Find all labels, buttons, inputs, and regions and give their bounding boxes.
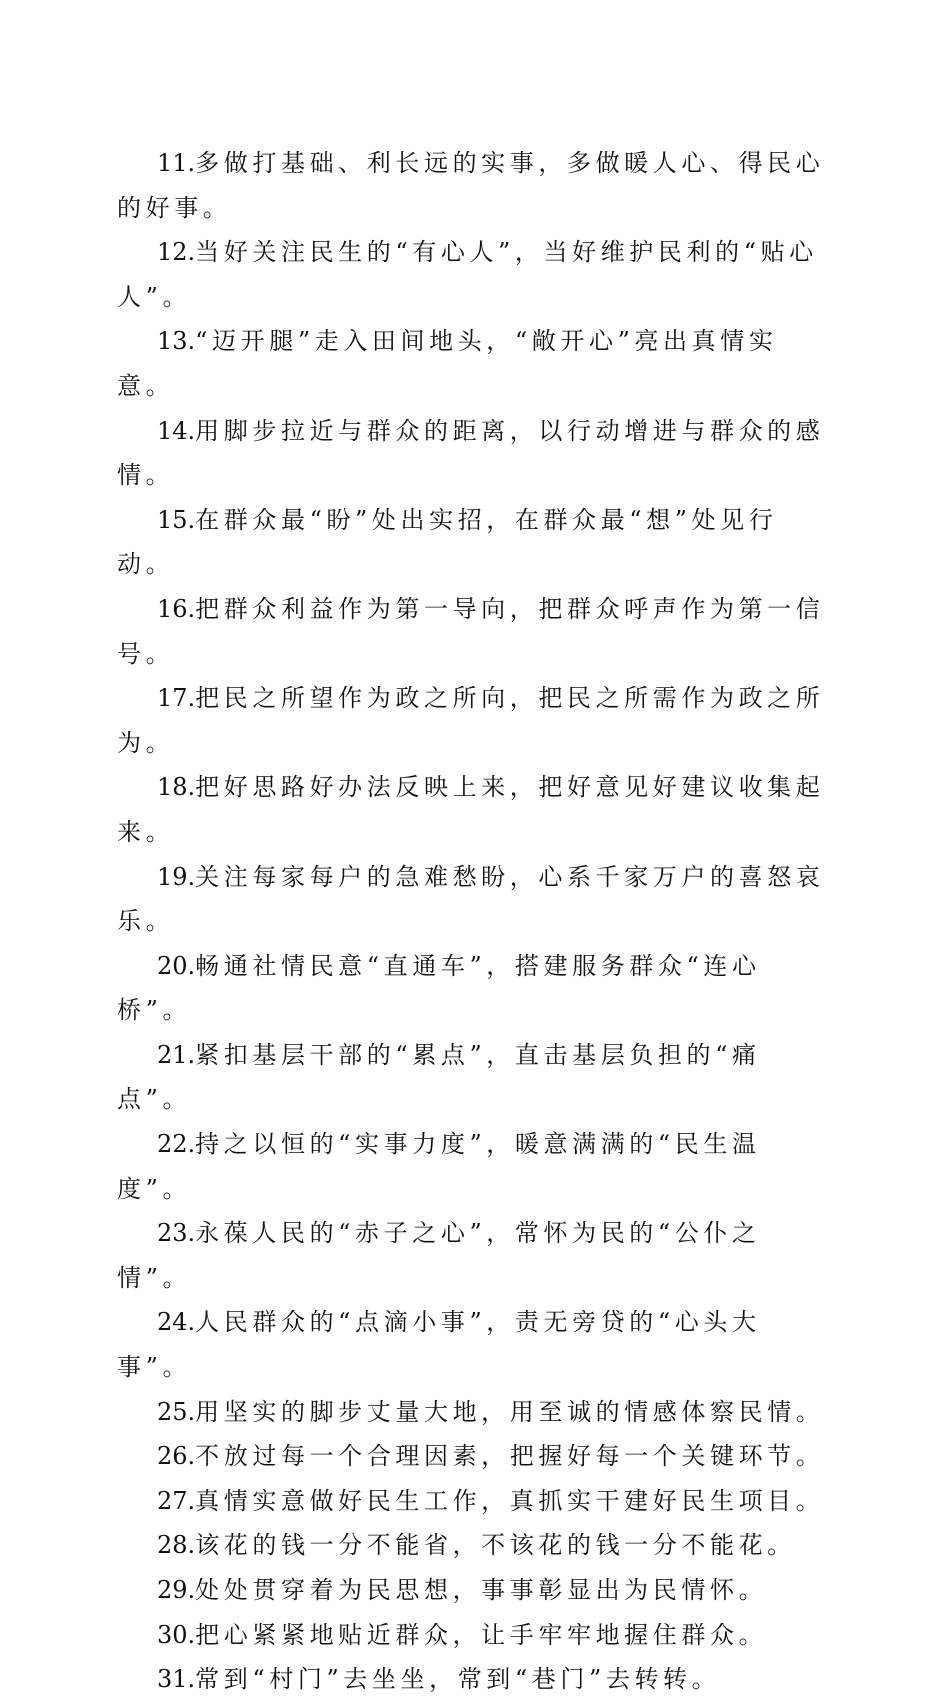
list-item bbox=[117, 498, 829, 587]
item-number: 19. bbox=[157, 862, 196, 891]
item-number: 13. bbox=[157, 327, 196, 356]
item-text: 把民之所望作为政之所向，把民之所需作为政之所为。 bbox=[117, 684, 825, 757]
item-number: 14. bbox=[157, 416, 196, 445]
item-text: 关注每家每户的急难愁盼，心系千家万户的喜怒哀乐。 bbox=[117, 862, 825, 936]
list-item bbox=[117, 1211, 829, 1300]
item-text: “迈开腿”走入田间地头，“敞开心”亮出真情实意。 bbox=[117, 327, 778, 400]
item-number: 15. bbox=[157, 505, 196, 534]
item-number: 22. bbox=[157, 1130, 196, 1159]
list-item bbox=[117, 1479, 829, 1524]
list-item bbox=[117, 1613, 829, 1658]
item-number: 21. bbox=[157, 1040, 196, 1069]
item-text: 不放过每一个合理因素，把握好每一个关键环节。 bbox=[195, 1442, 825, 1471]
item-text: 该花的钱一分不能省，不该花的钱一分不能花。 bbox=[195, 1531, 796, 1560]
list-item bbox=[117, 676, 829, 765]
item-text: 处处贯穿着为民思想，事事彰显出为民情怀。 bbox=[195, 1576, 768, 1604]
list-item bbox=[117, 319, 829, 408]
list-item bbox=[117, 1390, 829, 1435]
item-number: 27. bbox=[157, 1486, 196, 1515]
list-item bbox=[117, 1523, 829, 1568]
item-text: 把心紧紧地贴近群众，让手牢牢地握住群众。 bbox=[195, 1620, 768, 1649]
item-number: 24. bbox=[157, 1308, 196, 1337]
item-number: 18. bbox=[157, 773, 196, 802]
list-item bbox=[117, 944, 829, 1033]
item-text: 当好关注民生的“有心人”，当好维护民利的“贴心人”。 bbox=[117, 238, 818, 311]
item-text: 用脚步拉近与群众的距离，以行动增进与群众的感情。 bbox=[117, 416, 825, 490]
item-text: 把群众利益作为第一导向，把群众呼声作为第一信号。 bbox=[117, 594, 825, 668]
item-number: 12. bbox=[157, 238, 196, 267]
item-number: 20. bbox=[157, 951, 196, 980]
item-number: 23. bbox=[157, 1219, 196, 1248]
item-number: 17. bbox=[157, 684, 196, 713]
item-text: 在群众最“盼”处出实招，在群众最“想”处见行动。 bbox=[117, 505, 778, 579]
item-text: 人民群众的“点滴小事”，责无旁贷的“心头大事”。 bbox=[117, 1308, 761, 1382]
list-item bbox=[117, 1300, 829, 1389]
item-number: 11. bbox=[157, 149, 196, 177]
list-item bbox=[117, 1568, 829, 1613]
item-number: 26. bbox=[157, 1442, 196, 1471]
item-text: 常到“村门”去坐坐，常到“巷门”去转转。 bbox=[195, 1665, 721, 1694]
document-body bbox=[117, 141, 829, 1702]
list-item bbox=[117, 141, 829, 230]
item-number: 31. bbox=[157, 1665, 196, 1694]
list-item bbox=[117, 1033, 829, 1122]
list-item bbox=[117, 765, 829, 854]
item-number: 30. bbox=[157, 1620, 196, 1649]
item-text: 紧扣基层干部的“累点”，直击基层负担的“痛点”。 bbox=[117, 1040, 761, 1114]
item-text: 真情实意做好民生工作，真抓实干建好民生项目。 bbox=[195, 1486, 825, 1515]
item-number: 29. bbox=[157, 1576, 196, 1604]
item-number: 25. bbox=[157, 1397, 196, 1426]
item-text: 永葆人民的“赤子之心”，常怀为民的“公仆之情”。 bbox=[117, 1219, 761, 1292]
list-item bbox=[117, 587, 829, 676]
item-number: 16. bbox=[157, 594, 196, 623]
item-text: 用坚实的脚步丈量大地，用至诚的情感体察民情。 bbox=[195, 1397, 825, 1426]
item-text: 把好思路好办法反映上来，把好意见好建议收集起来。 bbox=[117, 773, 825, 846]
item-text: 多做打基础、利长远的实事，多做暖人心、得民心的好事。 bbox=[117, 149, 825, 222]
item-text: 持之以恒的“实事力度”，暖意满满的“民生温度”。 bbox=[117, 1130, 761, 1203]
list-item bbox=[117, 1434, 829, 1479]
list-item bbox=[117, 230, 829, 319]
list-item bbox=[117, 409, 829, 498]
item-text: 畅通社情民意“直通车”，搭建服务群众“连心桥”。 bbox=[117, 951, 761, 1025]
item-number: 28. bbox=[157, 1531, 196, 1560]
list-item bbox=[117, 855, 829, 944]
list-item bbox=[117, 1657, 829, 1702]
list-item bbox=[117, 1122, 829, 1211]
